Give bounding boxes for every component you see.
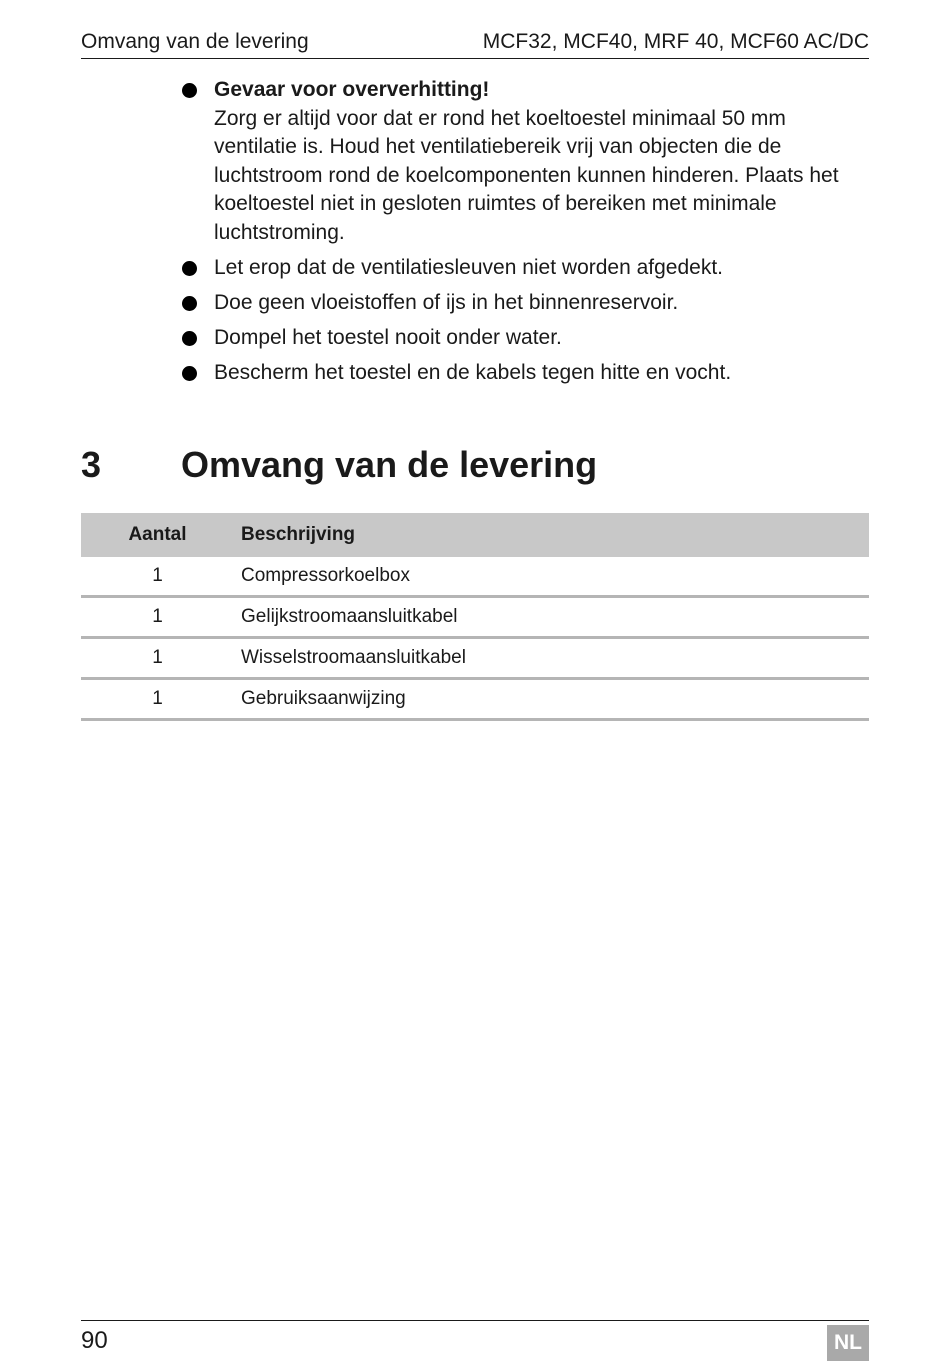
table-row bbox=[81, 638, 869, 679]
footer-divider bbox=[81, 1320, 869, 1321]
cell-description: Wisselstroomaansluitkabel bbox=[234, 638, 869, 679]
cell-qty: 1 bbox=[81, 638, 234, 679]
warning-list bbox=[181, 76, 871, 394]
section-number: 3 bbox=[81, 444, 102, 485]
bullet-icon bbox=[182, 296, 197, 311]
table-row bbox=[81, 557, 869, 597]
table-header-row bbox=[81, 513, 869, 557]
delivery-table bbox=[81, 513, 869, 721]
header-models: MCF32, MCF40, MRF 40, MCF60 AC/DC bbox=[482, 30, 869, 53]
header-section-title: Omvang van de levering bbox=[81, 30, 309, 53]
table-row bbox=[81, 679, 869, 720]
cell-description: Gelijkstroomaansluitkabel bbox=[234, 597, 869, 638]
bullet-icon bbox=[182, 366, 197, 381]
column-header-description: Beschrijving bbox=[234, 513, 869, 557]
bullet-icon bbox=[182, 261, 197, 276]
warning-text: Zorg er altijd voor dat er rond het koeltoestel minimaal 50 mm ventilatie is. Houd het ventilatiebereik vrij van objecten die de luchtstroom rond de koelcomponenten kunnen hinderen. Plaats het koeltoestel niet in gesloten ruimtes of bereiken met minimale luchtstroming. bbox=[214, 106, 839, 244]
table-row bbox=[81, 597, 869, 638]
list-item bbox=[181, 254, 871, 283]
list-item bbox=[181, 76, 871, 247]
list-item bbox=[181, 324, 871, 353]
list-item bbox=[181, 359, 871, 388]
bullet-icon bbox=[182, 331, 197, 346]
warning-text: Bescherm het toestel en de kabels tegen hitte en vocht. bbox=[214, 360, 732, 384]
cell-qty: 1 bbox=[81, 597, 234, 638]
cell-qty: 1 bbox=[81, 557, 234, 597]
running-header bbox=[81, 28, 869, 59]
page-number: 90 bbox=[81, 1327, 108, 1354]
column-header-qty: Aantal bbox=[81, 513, 234, 557]
cell-description: Compressorkoelbox bbox=[234, 557, 869, 597]
warning-text: Doe geen vloeistoffen of ijs in het binnenreservoir. bbox=[214, 290, 679, 314]
warning-text: Let erop dat de ventilatiesleuven niet worden afgedekt. bbox=[214, 255, 724, 279]
warning-text: Dompel het toestel nooit onder water. bbox=[214, 325, 562, 349]
section-title: Omvang van de levering bbox=[181, 444, 598, 485]
bullet-icon bbox=[182, 83, 197, 98]
section-heading bbox=[81, 440, 869, 490]
language-badge: NL bbox=[827, 1325, 869, 1361]
warning-heading: Gevaar voor oververhitting! bbox=[214, 78, 490, 101]
cell-qty: 1 bbox=[81, 679, 234, 720]
list-item bbox=[181, 289, 871, 318]
cell-description: Gebruiksaanwijzing bbox=[234, 679, 869, 720]
